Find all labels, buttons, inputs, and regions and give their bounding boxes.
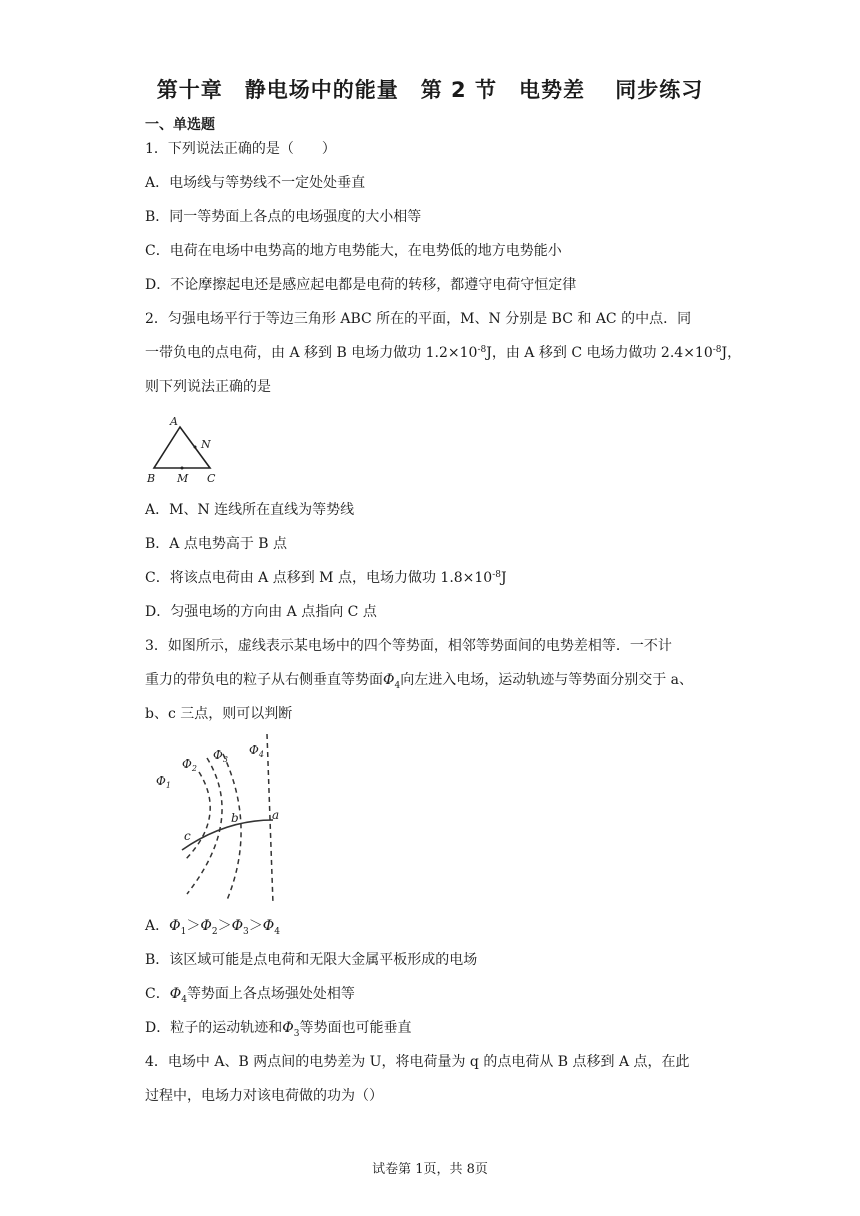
equipotential-phi1 bbox=[185, 772, 210, 860]
q2-text-b: J，由 A 移到 C 电场力做功 2.4×10 bbox=[486, 345, 713, 361]
q2-c-text-a: C．将该点电荷由 A 点移到 M 点，电场力做功 1.8×10 bbox=[145, 570, 493, 586]
label-n: N bbox=[201, 438, 211, 451]
q2-option-b: B．A 点电势高于 B 点 bbox=[145, 536, 288, 552]
label-phi2: $\Phi_2$ bbox=[182, 757, 197, 773]
q3-option-c bbox=[145, 984, 355, 1004]
q3-stem-line3: b、c 三点，则可以判断 bbox=[145, 706, 293, 722]
q2-c-exponent: -8 bbox=[492, 570, 501, 580]
label-phi1: $\Phi_1$ bbox=[156, 774, 171, 790]
q2-option-a: A．M、N 连线所在直线为等势线 bbox=[145, 502, 355, 518]
page-title: 第十章 静电场中的能量 第 2 节 电势差 同步练习 bbox=[156, 78, 704, 102]
q2-option-c bbox=[145, 568, 507, 588]
q2-option-d: D．匀强电场的方向由 A 点指向 C 点 bbox=[145, 604, 377, 620]
q3-c-text: 等势面上各点场强处处相等 bbox=[186, 986, 355, 1002]
equipotential-lines bbox=[185, 734, 273, 904]
phi-4: Φ bbox=[262, 918, 275, 934]
q4-stem-line2: 过程中，电场力对该电荷做的功为（） bbox=[145, 1088, 383, 1104]
q3-phi-symbol: Φ bbox=[383, 672, 395, 688]
label-point-c: c bbox=[184, 829, 191, 843]
point-m bbox=[181, 467, 184, 470]
phi-3: Φ bbox=[231, 918, 244, 934]
phi-1-sub: 1 bbox=[180, 926, 187, 937]
q3-c-prefix: C． bbox=[145, 986, 170, 1002]
triangle-figure bbox=[142, 410, 222, 490]
particle-trajectory bbox=[182, 820, 273, 850]
label-b: B bbox=[147, 472, 156, 485]
phi-2-sub: 2 bbox=[211, 926, 218, 937]
q1-option-a: A．电场线与等势线不一定处处垂直 bbox=[145, 175, 366, 191]
q2-stem-line3: 则下列说法正确的是 bbox=[145, 379, 271, 395]
label-a: A bbox=[170, 415, 178, 428]
q3-stem-line2 bbox=[145, 670, 693, 690]
label-point-b: b bbox=[231, 811, 239, 825]
q3-option-a bbox=[145, 916, 280, 936]
q1-option-b: B．同一等势面上各点的电场强度的大小相等 bbox=[145, 209, 422, 225]
label-point-a: a bbox=[272, 808, 280, 822]
equipotential-figure bbox=[145, 732, 290, 907]
q3-text-b: 向左进入电场，运动轨迹与等势面分别交于 a、 bbox=[400, 672, 694, 688]
q4-stem-line1: 4．电场中 A、B 两点间的电势差为 U，将电荷量为 q 的点电荷从 B 点移到 A 点，在此 bbox=[145, 1054, 690, 1070]
phi-4-sub: 4 bbox=[274, 926, 280, 937]
q1-option-c: C．电荷在电场中电势高的地方电势能大，在电势低的地方电势能小 bbox=[145, 243, 562, 259]
label-c: C bbox=[207, 472, 216, 485]
q3-phi-subscript: 4 bbox=[394, 680, 401, 691]
q3-d-phi-sub: 3 bbox=[293, 1028, 300, 1039]
q3-text-a: 重力的带负电的粒子从右侧垂直等势面 bbox=[145, 672, 383, 688]
q2-exponent-1: -8 bbox=[477, 345, 487, 355]
q2-stem-line1: 2．匀强电场平行于等边三角形 ABC 所在的平面，M、N 分别是 BC 和 AC 的中点．同 bbox=[145, 311, 692, 327]
equipotential-phi2 bbox=[187, 758, 222, 894]
label-phi4: $\Phi_4$ bbox=[249, 743, 264, 759]
q2-exponent-2: -8 bbox=[712, 345, 722, 355]
q2-text-a: 一带负电的点电荷，由 A 移到 B 电场力做功 1.2×10 bbox=[145, 345, 478, 361]
gt-1: ＞ bbox=[186, 918, 201, 934]
label-m: M bbox=[177, 472, 189, 485]
label-phi3: $\Phi_3$ bbox=[213, 748, 228, 764]
phi-1: Φ bbox=[169, 918, 181, 934]
phi-2: Φ bbox=[200, 918, 212, 934]
q3-d-prefix: D．粒子的运动轨迹和 bbox=[145, 1020, 283, 1036]
q3-c-phi-sub: 4 bbox=[181, 994, 187, 1005]
page-footer: 试卷第 1页，共 8页 bbox=[372, 1162, 488, 1177]
q3-d-phi: Φ bbox=[282, 1020, 294, 1036]
q3-c-phi: Φ bbox=[169, 986, 182, 1002]
q1-option-d: D．不论摩擦起电还是感应起电都是电荷的转移，都遵守电荷守恒定律 bbox=[145, 277, 577, 293]
q3-option-b: B．该区域可能是点电荷和无限大金属平板形成的电场 bbox=[145, 952, 478, 968]
q1-stem: 1．下列说法正确的是（ ） bbox=[145, 141, 336, 157]
q3-option-d bbox=[145, 1018, 411, 1038]
phi-3-sub: 3 bbox=[243, 926, 249, 937]
section-heading: 一、单选题 bbox=[145, 117, 215, 133]
q2-c-text-b: J bbox=[501, 570, 507, 586]
gt-3: ＞ bbox=[248, 918, 263, 934]
q2-stem-line2 bbox=[145, 343, 741, 363]
q3-d-text: 等势面也可能垂直 bbox=[299, 1020, 412, 1036]
gt-2: ＞ bbox=[217, 918, 232, 934]
point-n bbox=[194, 446, 197, 449]
q3-a-prefix: A． bbox=[145, 918, 170, 934]
q2-text-c: J， bbox=[721, 345, 742, 361]
q3-stem-line1: 3．如图所示，虚线表示某电场中的四个等势面，相邻等势面间的电势差相等．一不计 bbox=[145, 638, 672, 654]
